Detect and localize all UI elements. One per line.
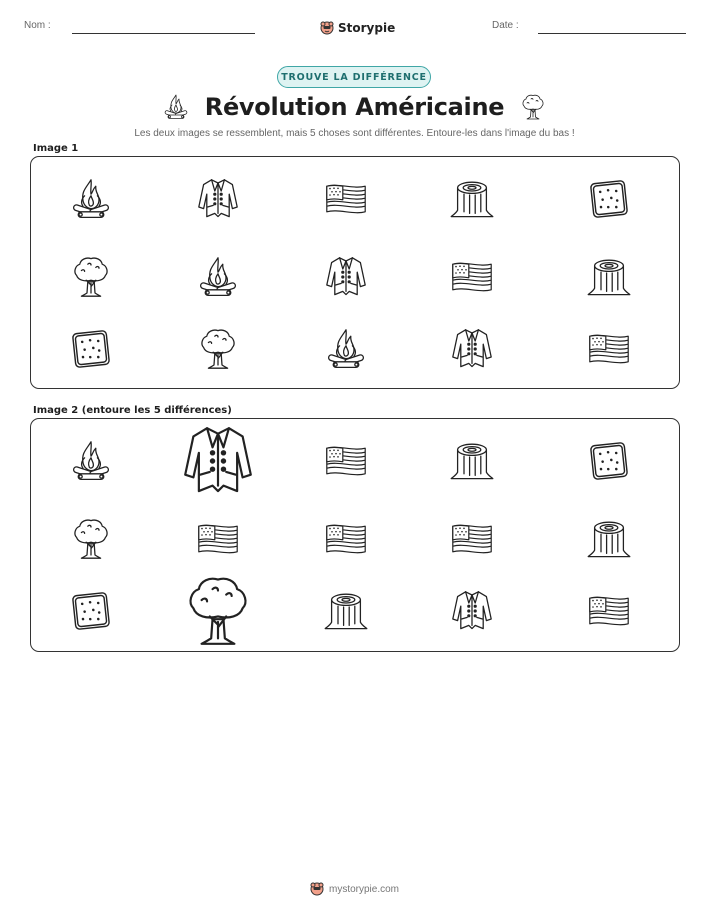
tree-stump-icon (448, 175, 496, 223)
american-flag-cell (442, 247, 502, 307)
tree-cell (188, 319, 248, 379)
american-flag-cell[interactable] (316, 509, 376, 569)
storypie-logo-icon (320, 21, 334, 35)
worksheet-header (0, 18, 709, 38)
image2-label: Image 2 (entoure les 5 différences) (33, 405, 232, 416)
date-line (538, 33, 686, 34)
footer (0, 880, 709, 898)
campfire-icon (67, 175, 115, 223)
american-flag-cell (579, 319, 639, 379)
colonial-coat-icon (322, 253, 370, 301)
american-flag-icon (194, 515, 242, 563)
cracker-icon (585, 437, 633, 485)
colonial-coat-cell (442, 319, 502, 379)
tree-icon (518, 92, 548, 122)
colonial-coat-icon (448, 587, 496, 635)
tree-stump-cell (579, 247, 639, 307)
tree-icon (67, 253, 115, 301)
american-flag-icon (585, 325, 633, 373)
colonial-coat-icon (448, 325, 496, 373)
name-label: Nom : (24, 20, 51, 31)
tree-stump-icon (585, 253, 633, 301)
campfire-icon (194, 253, 242, 301)
tree-icon (177, 570, 259, 652)
american-flag-cell[interactable] (442, 509, 502, 569)
american-flag-cell[interactable] (316, 431, 376, 491)
tree-stump-icon (322, 587, 370, 635)
cracker-cell (579, 169, 639, 229)
tree-icon (194, 325, 242, 373)
page-title: Révolution Américaine (204, 93, 505, 121)
campfire-cell (188, 247, 248, 307)
name-line (72, 33, 255, 34)
tree-stump-cell[interactable] (579, 509, 639, 569)
activity-badge: TROUVE LA DIFFÉRENCE (277, 66, 431, 88)
brand (320, 18, 395, 38)
cracker-icon (67, 325, 115, 373)
cracker-cell[interactable] (61, 581, 121, 641)
american-flag-icon (448, 515, 496, 563)
american-flag-icon (322, 437, 370, 485)
tree-cell[interactable] (61, 509, 121, 569)
colonial-coat-icon (194, 175, 242, 223)
storypie-logo-icon (310, 882, 324, 896)
instructions: Les deux images se ressemblent, mais 5 choses sont différentes. Entoure-les dans l'image du bas ! (134, 128, 575, 139)
brand-name: Storypie (338, 21, 396, 35)
cracker-cell[interactable] (579, 431, 639, 491)
tree-stump-icon (585, 515, 633, 563)
title-row (0, 90, 709, 124)
tree-stump-cell[interactable] (442, 431, 502, 491)
colonial-coat-cell (188, 169, 248, 229)
american-flag-cell[interactable] (188, 509, 248, 569)
colonial-coat-cell[interactable] (177, 420, 259, 502)
american-flag-icon (322, 175, 370, 223)
american-flag-icon (585, 587, 633, 635)
american-flag-icon (448, 253, 496, 301)
date-label: Date : (492, 20, 519, 31)
tree-stump-cell[interactable] (316, 581, 376, 641)
campfire-cell[interactable] (61, 431, 121, 491)
colonial-coat-cell[interactable] (442, 581, 502, 641)
american-flag-cell (316, 169, 376, 229)
campfire-icon (67, 437, 115, 485)
image2-panel[interactable] (30, 418, 680, 652)
campfire-icon (161, 92, 191, 122)
tree-cell (61, 247, 121, 307)
cracker-icon (67, 587, 115, 635)
american-flag-icon (322, 515, 370, 563)
footer-url: mystorypie.com (328, 883, 399, 895)
colonial-coat-icon (177, 420, 259, 502)
campfire-cell (61, 169, 121, 229)
image1-label: Image 1 (33, 143, 79, 154)
campfire-icon (322, 325, 370, 373)
cracker-cell (61, 319, 121, 379)
tree-cell[interactable] (177, 570, 259, 652)
american-flag-cell[interactable] (579, 581, 639, 641)
tree-icon (67, 515, 115, 563)
campfire-cell (316, 319, 376, 379)
image1-panel (30, 156, 680, 389)
tree-stump-icon (448, 437, 496, 485)
tree-stump-cell (442, 169, 502, 229)
cracker-icon (585, 175, 633, 223)
colonial-coat-cell (316, 247, 376, 307)
